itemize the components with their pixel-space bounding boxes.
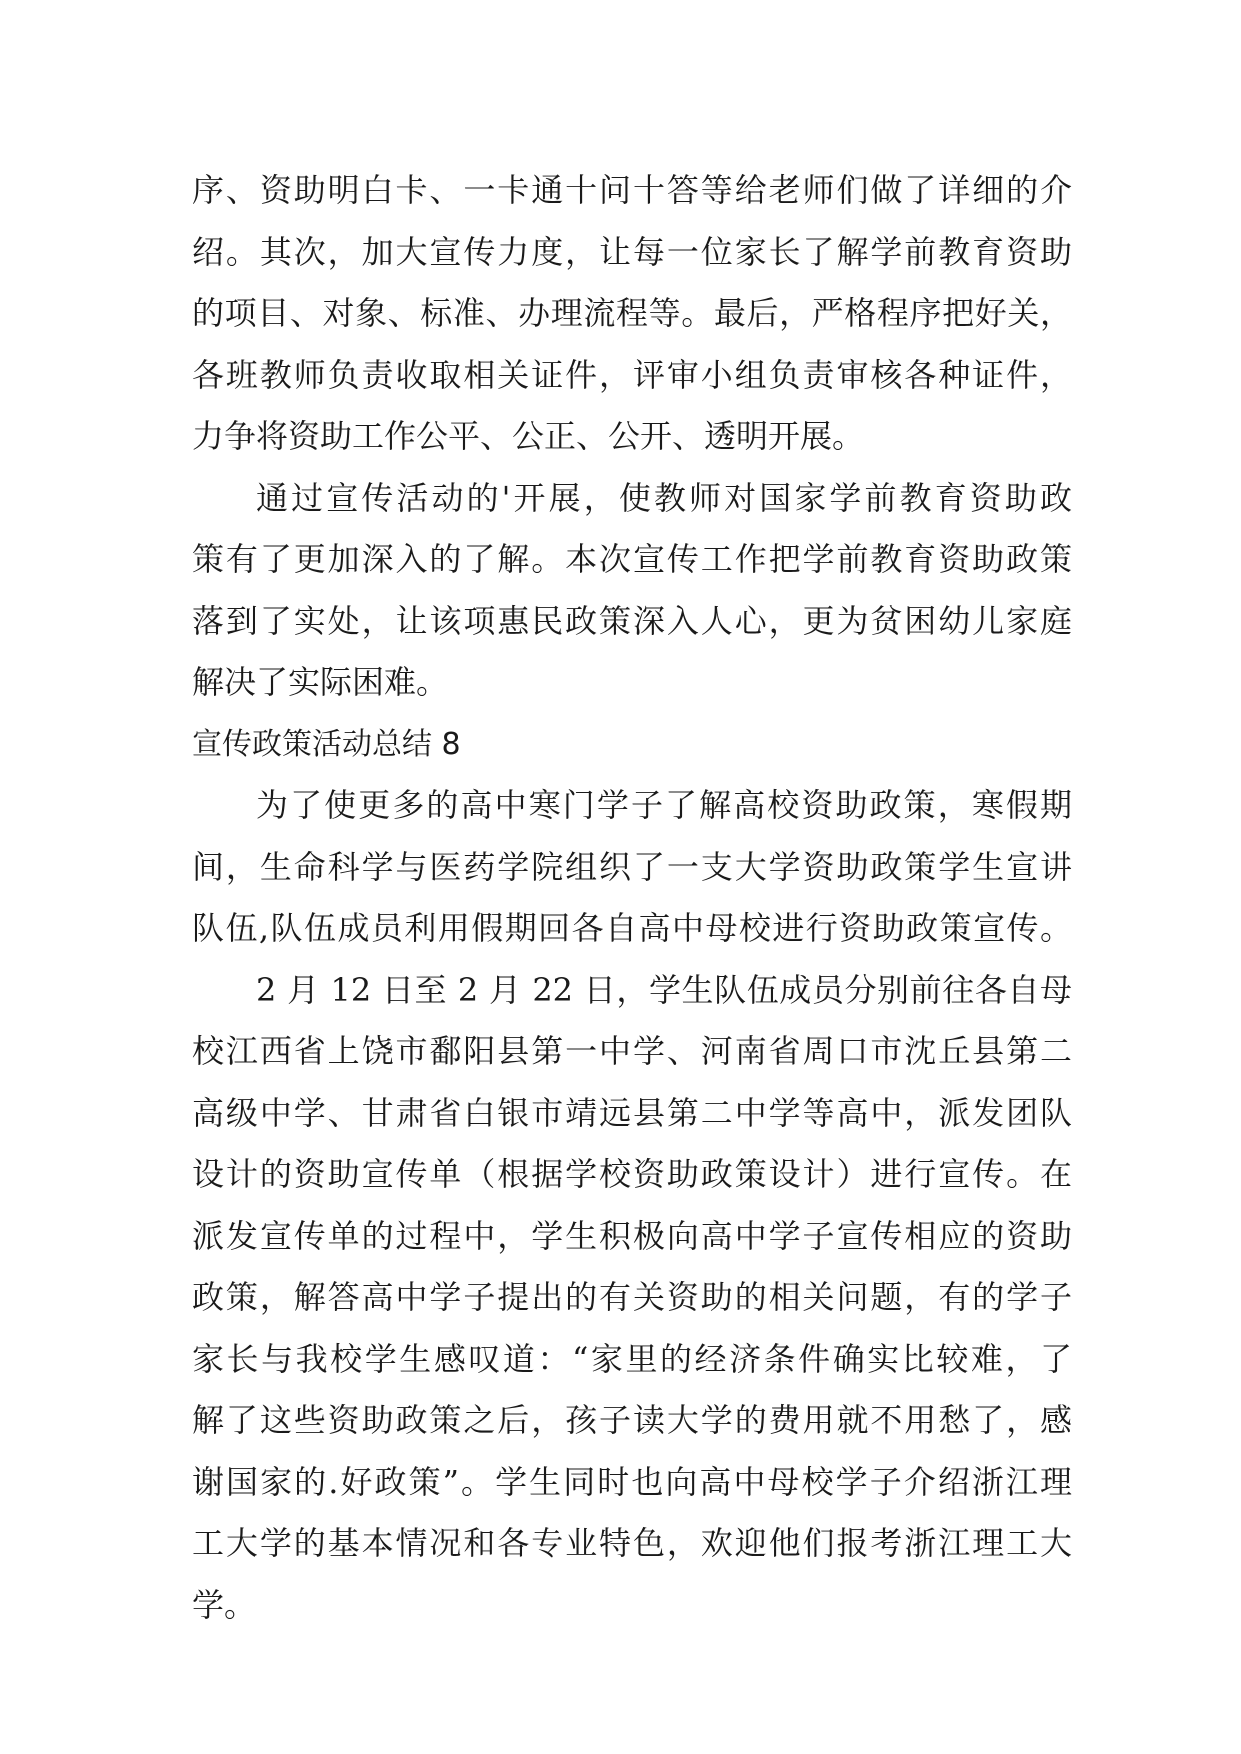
text-line: 绍。其次，加大宣传力度，让每一位家长了解学前教育资助 (192, 232, 1072, 271)
text-line: 为了使更多的高中寒门学子了解高校资助政策，寒假期 (256, 786, 1072, 824)
text-line: 家长与我校学生感叹道：“家里的经济条件确实比较难，了 (192, 1339, 1072, 1378)
paragraph-summary (192, 468, 1072, 714)
paragraph-winter-break (192, 775, 1072, 960)
text-line: 队伍,队伍成员利用假期回各自高中母校进行资助政策宣传。 (192, 909, 1072, 947)
text-line: 序、资助明白卡、一卡通十问十答等给老师们做了详细的介 (192, 171, 1072, 209)
text-line: 派发宣传单的过程中，学生积极向高中学子宣传相应的资助 (192, 1216, 1072, 1255)
text-line: 力争将资助工作公平、公正、公开、透明开展。 (192, 417, 865, 455)
text-line: 工大学的基本情况和各专业特色，欢迎他们报考浙江理工大 (192, 1524, 1072, 1562)
document-page (192, 160, 1072, 1636)
text-line: 解决了实际困难。 (192, 663, 449, 701)
text-line: 政策，解答高中学子提出的有关资助的相关问题，有的学子 (192, 1278, 1072, 1316)
text-line: 间，生命科学与医药学院组织了一支大学资助政策学生宣讲 (192, 847, 1072, 886)
text-line: 设计的资助宣传单（根据学校资助政策设计）进行宣传。在 (192, 1155, 1072, 1193)
text-line: 通过宣传活动的'开展，使教师对国家学前教育资助政 (256, 478, 1072, 517)
text-line: 各班教师负责收取相关证件，评审小组负责审核各种证件， (192, 355, 1072, 394)
text-line: 学。 (192, 1585, 257, 1624)
text-line: 谢国家的.好政策”。学生同时也向高中母校学子介绍浙江理 (192, 1462, 1072, 1501)
section-heading: 宣传政策活动总结 8 (192, 726, 461, 762)
text-line: 解了这些资助政策之后，孩子读大学的费用就不用愁了，感 (192, 1401, 1072, 1439)
text-line: 的项目、对象、标准、办理流程等。最后，严格程序把好关， (192, 294, 1072, 332)
paragraph-campaign-details (192, 960, 1072, 1637)
text-line: 高级中学、甘肃省白银市靖远县第二中学等高中，派发团队 (192, 1093, 1072, 1132)
text-line: 策有了更加深入的了解。本次宣传工作把学前教育资助政策 (192, 540, 1072, 578)
text-line: 2 月 12 日至 2 月 22 日，学生队伍成员分别前往各自母 (256, 970, 1072, 1009)
text-line: 校江西省上饶市鄱阳县第一中学、河南省周口市沈丘县第二 (192, 1032, 1072, 1070)
text-line: 落到了实处，让该项惠民政策深入人心，更为贫困幼儿家庭 (192, 601, 1072, 640)
paragraph-intro-continued (192, 160, 1072, 468)
